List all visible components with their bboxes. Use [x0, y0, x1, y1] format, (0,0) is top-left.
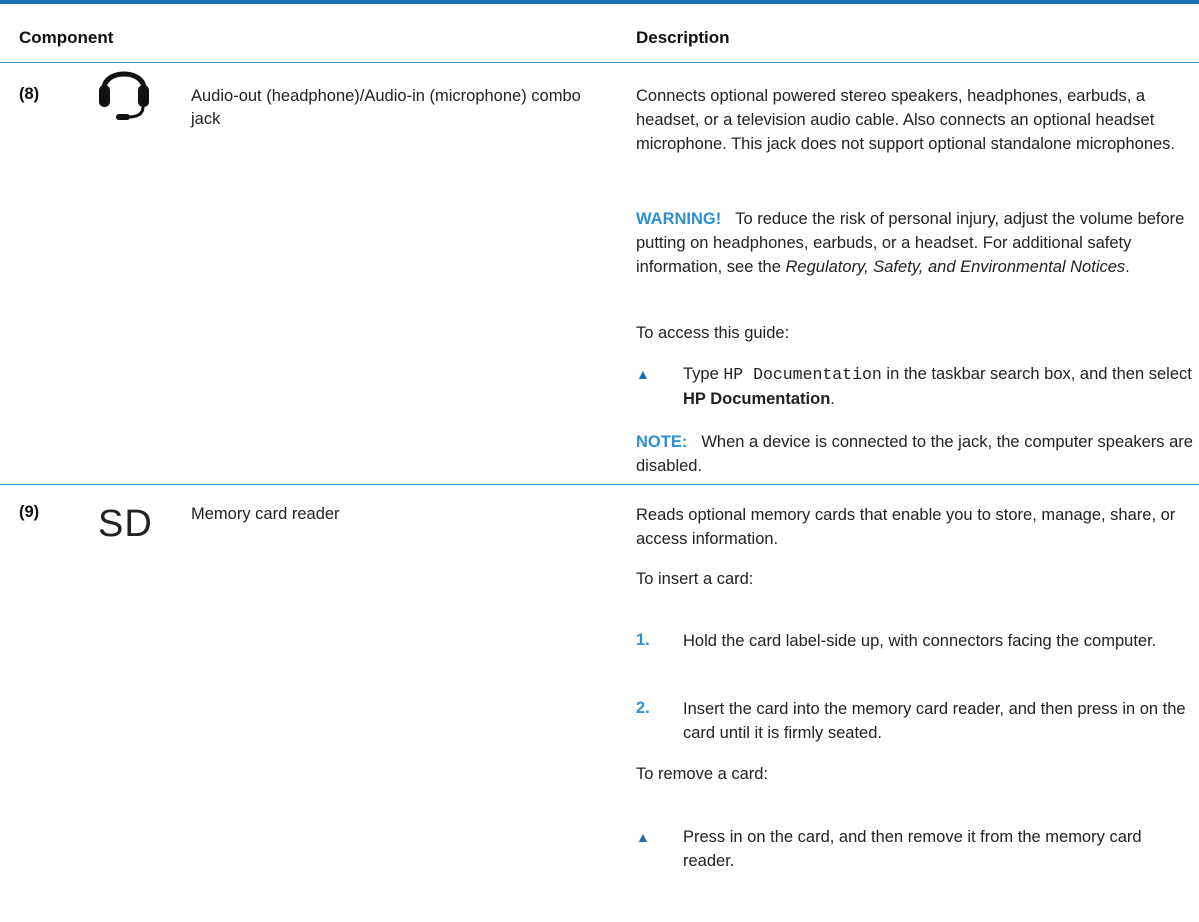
- step-number: 1.: [636, 631, 650, 649]
- triangle-bullet-icon: ▲: [636, 366, 650, 382]
- header-divider: [0, 62, 1199, 63]
- step-text: Insert the card into the memory card reader, and then press in on the card until it is firmly seated.: [683, 700, 1186, 742]
- access-intro: To access this guide:: [636, 324, 790, 342]
- step-number: 2.: [636, 699, 650, 717]
- sd-card-icon: SD: [98, 503, 153, 545]
- component-name: Audio-out (headphone)/Audio-in (microphone) combo jack: [191, 87, 581, 128]
- note-label: NOTE:: [636, 433, 688, 451]
- top-accent-bar: [0, 0, 1199, 4]
- component-name: Memory card reader: [191, 505, 340, 523]
- column-header-component: Component: [19, 28, 114, 47]
- headphone-icon: [96, 55, 152, 121]
- warning-block: [636, 207, 1196, 279]
- remove-step: Press in on the card, and then remove it from the memory card reader.: [683, 828, 1142, 870]
- note-block: [636, 430, 1196, 478]
- step-text: Hold the card label-side up, with connectors facing the computer.: [683, 632, 1157, 650]
- warning-end: .: [1125, 258, 1130, 276]
- warning-label: WARNING!: [636, 210, 722, 228]
- warning-text: To reduce the risk of personal injury, adjust the volume before putting on headphones, earbuds, or a headset. For additional safety information, see the: [636, 210, 1185, 276]
- description-intro: Connects optional powered stereo speakers, headphones, earbuds, a headset, or a television audio cable. Also connects an optional headset microphone. This jack does not support optional standalone microphones.: [636, 87, 1176, 153]
- insert-intro: To insert a card:: [636, 570, 754, 588]
- access-step-end: .: [830, 390, 835, 408]
- warning-doc-title: Regulatory, Safety, and Environmental Notices: [785, 258, 1126, 276]
- row-divider: [0, 484, 1199, 485]
- access-step-mid: in the taskbar search box, and then select: [886, 365, 1192, 383]
- description-intro: Reads optional memory cards that enable you to store, manage, share, or access information.: [636, 506, 1176, 548]
- triangle-bullet-icon: ▲: [636, 829, 650, 845]
- access-step: [683, 362, 1195, 411]
- row-number: (9): [19, 503, 40, 521]
- remove-intro: To remove a card:: [636, 765, 769, 783]
- row-number: (8): [19, 85, 40, 103]
- note-text: When a device is connected to the jack, the computer speakers are disabled.: [636, 433, 1193, 475]
- access-step-code: HP Documentation: [723, 365, 882, 384]
- column-header-description: Description: [636, 28, 730, 47]
- access-step-bold: HP Documentation: [683, 390, 831, 408]
- access-step-type: Type: [683, 365, 719, 383]
